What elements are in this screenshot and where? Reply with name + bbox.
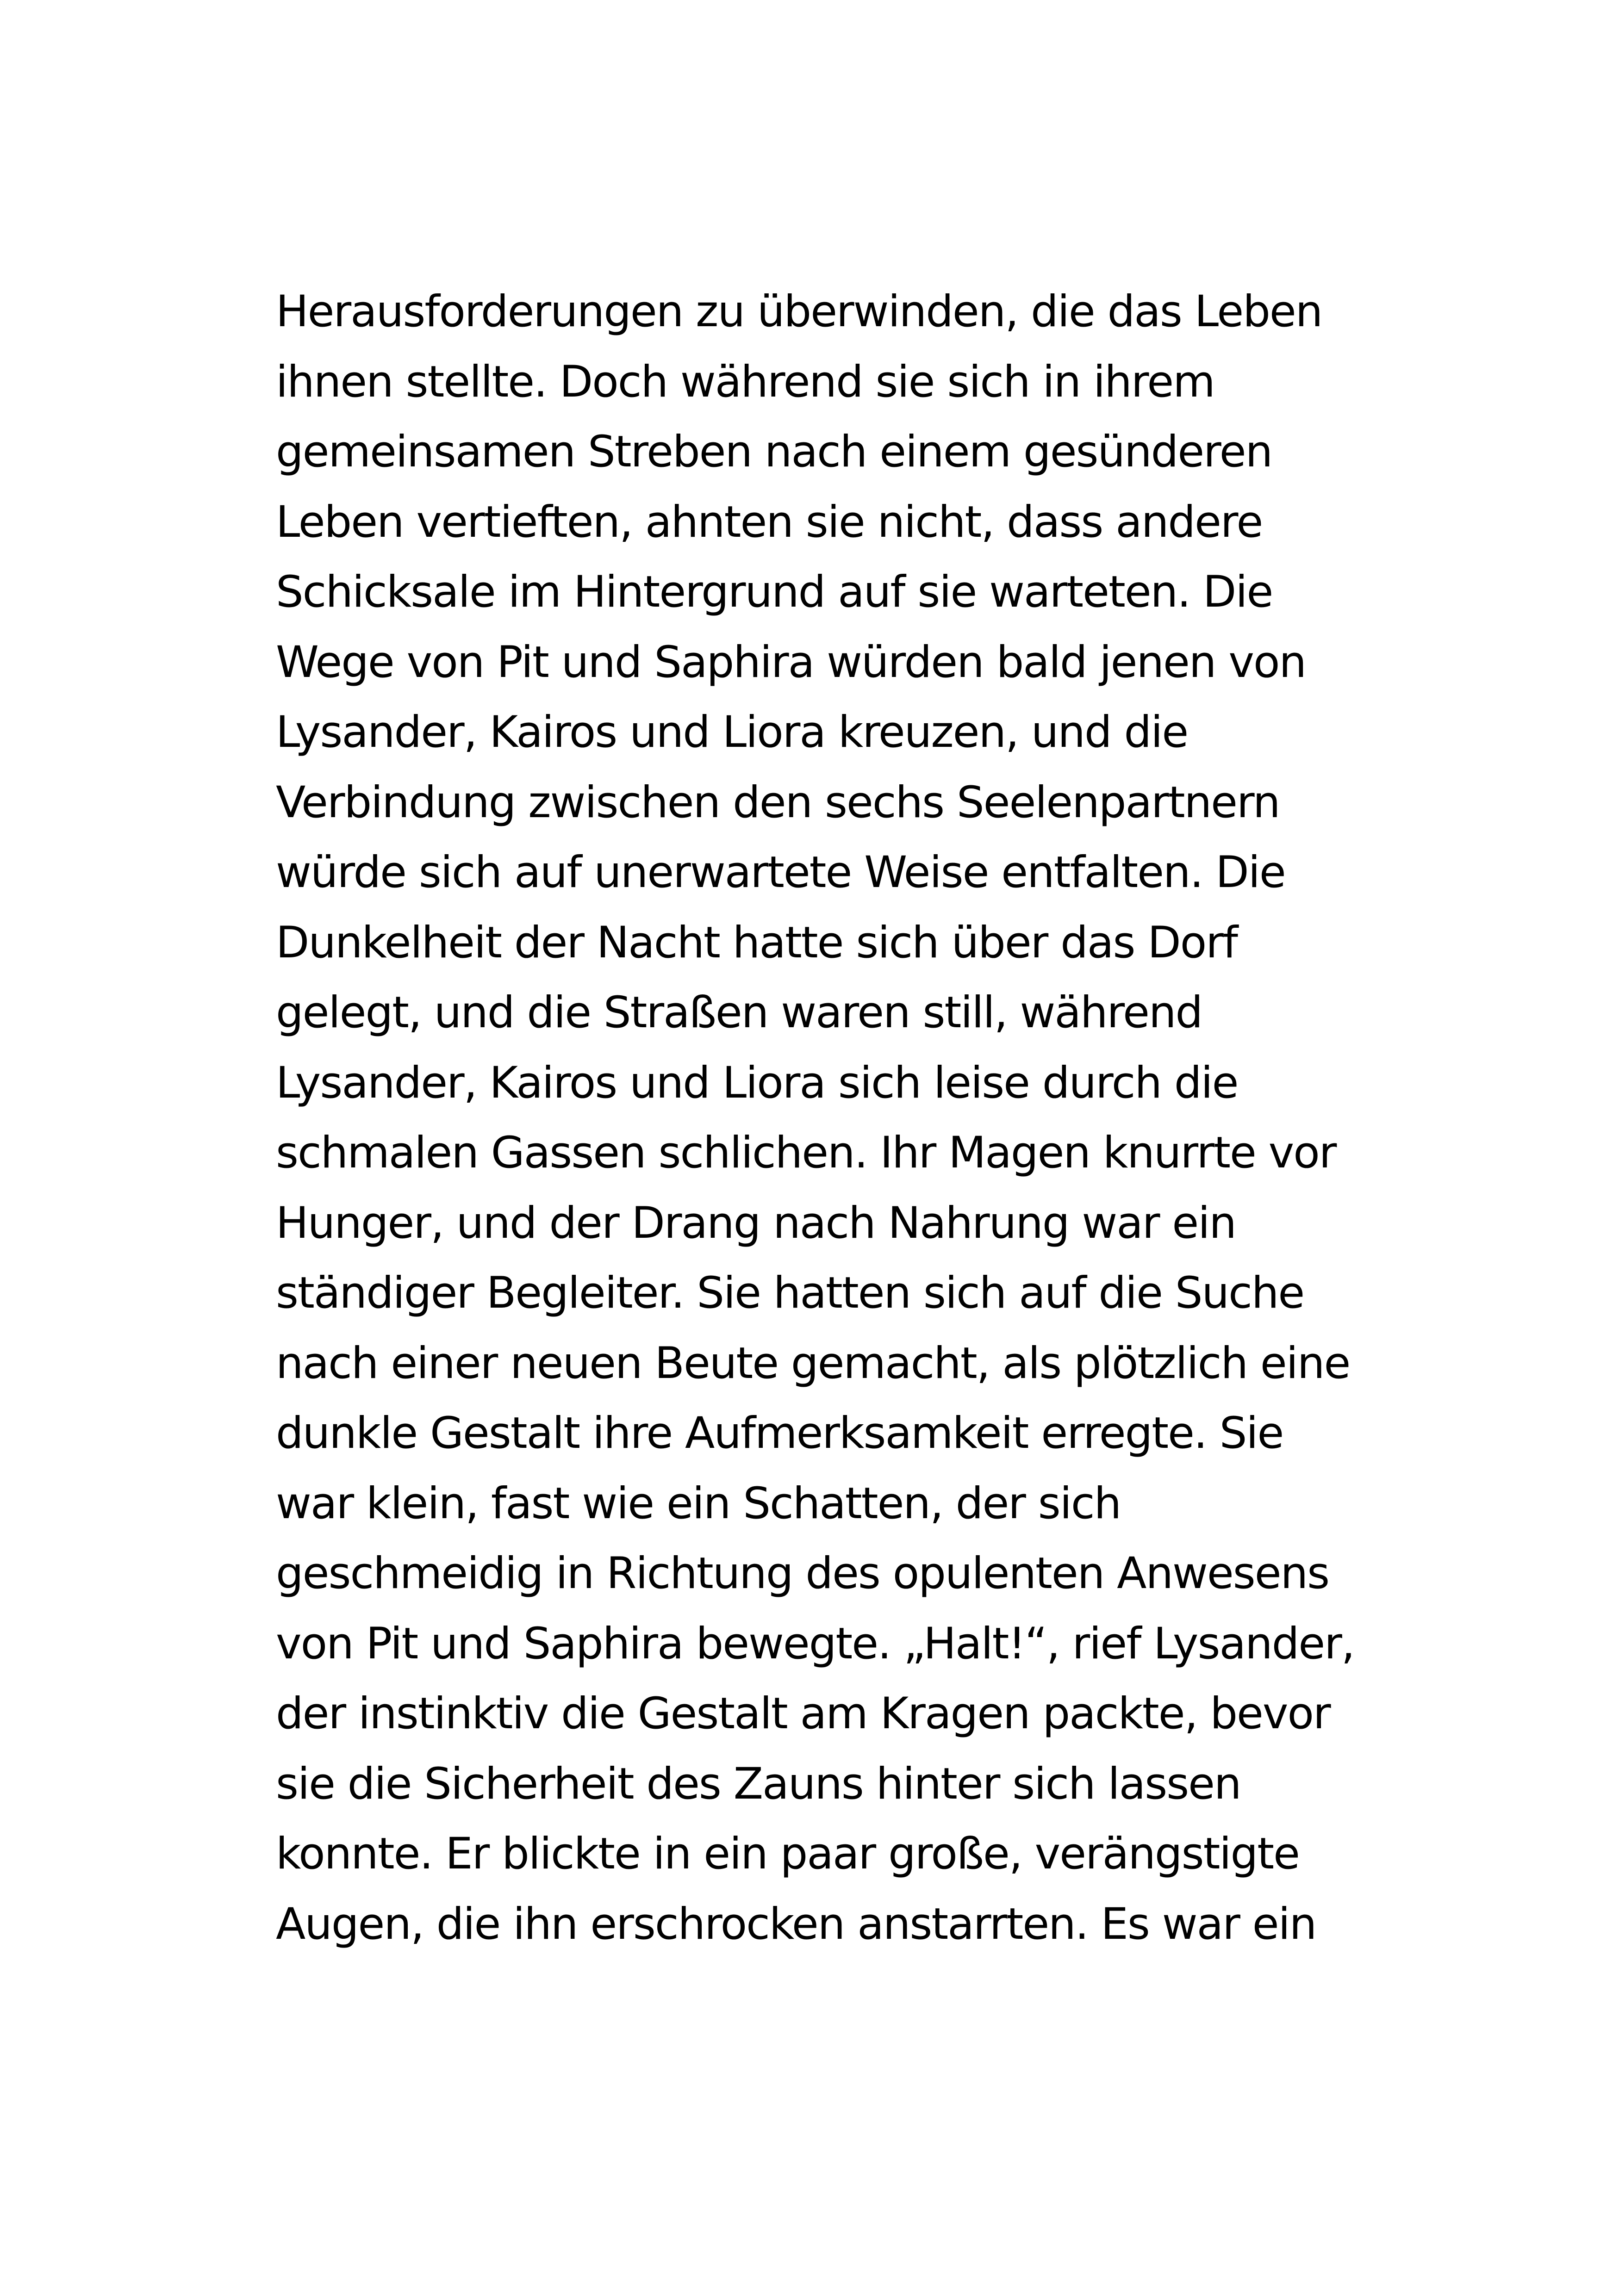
text-line: geschmeidig in Richtung des opulenten Anwesens	[276, 1548, 1329, 1599]
text-line: Herausforderungen zu überwinden, die das Leben	[276, 286, 1322, 337]
text-line: Wege von Pit und Saphira würden bald jenen von	[276, 637, 1306, 688]
text-line: würde sich auf unerwartete Weise entfalten. Die	[276, 847, 1285, 898]
text-line: Lysander, Kairos und Liora kreuzen, und die	[276, 707, 1188, 757]
text-line: schmalen Gassen schlichen. Ihr Magen knurrte vor	[276, 1128, 1336, 1178]
text-line: Augen, die ihn erschrocken anstarrten. Es war ein	[276, 1899, 1316, 1949]
text-line: Schicksale im Hintergrund auf sie warteten. Die	[276, 567, 1273, 617]
text-line: von Pit und Saphira bewegte. „Halt!“, rief Lysander,	[276, 1618, 1354, 1669]
text-line: dunkle Gestalt ihre Aufmerksamkeit erregte. Sie	[276, 1408, 1283, 1458]
text-line: gelegt, und die Straßen waren still, während	[276, 987, 1202, 1038]
text-line: nach einer neuen Beute gemacht, als plötzlich eine	[276, 1338, 1350, 1389]
text-line: Verbindung zwischen den sechs Seelenpartnern	[276, 777, 1280, 828]
text-line: gemeinsamen Streben nach einem gesünderen	[276, 427, 1272, 477]
text-line: konnte. Er blickte in ein paar große, verängstigte	[276, 1829, 1299, 1879]
text-line: war klein, fast wie ein Schatten, der sich	[276, 1478, 1121, 1529]
text-line: Leben vertieften, ahnten sie nicht, dass andere	[276, 496, 1263, 547]
text-line: Dunkelheit der Nacht hatte sich über das Dorf	[276, 917, 1237, 968]
text-line: der instinktiv die Gestalt am Kragen packte, bevor	[276, 1688, 1330, 1739]
text-line: sie die Sicherheit des Zauns hinter sich lassen	[276, 1758, 1241, 1809]
text-line: Lysander, Kairos und Liora sich leise durch die	[276, 1057, 1238, 1108]
text-line: ständiger Begleiter. Sie hatten sich auf die Suche	[276, 1268, 1304, 1318]
text-line: Hunger, und der Drang nach Nahrung war ein	[276, 1198, 1236, 1248]
body-text	[276, 277, 1387, 1959]
text-line: ihnen stellte. Doch während sie sich in ihrem	[276, 356, 1214, 407]
